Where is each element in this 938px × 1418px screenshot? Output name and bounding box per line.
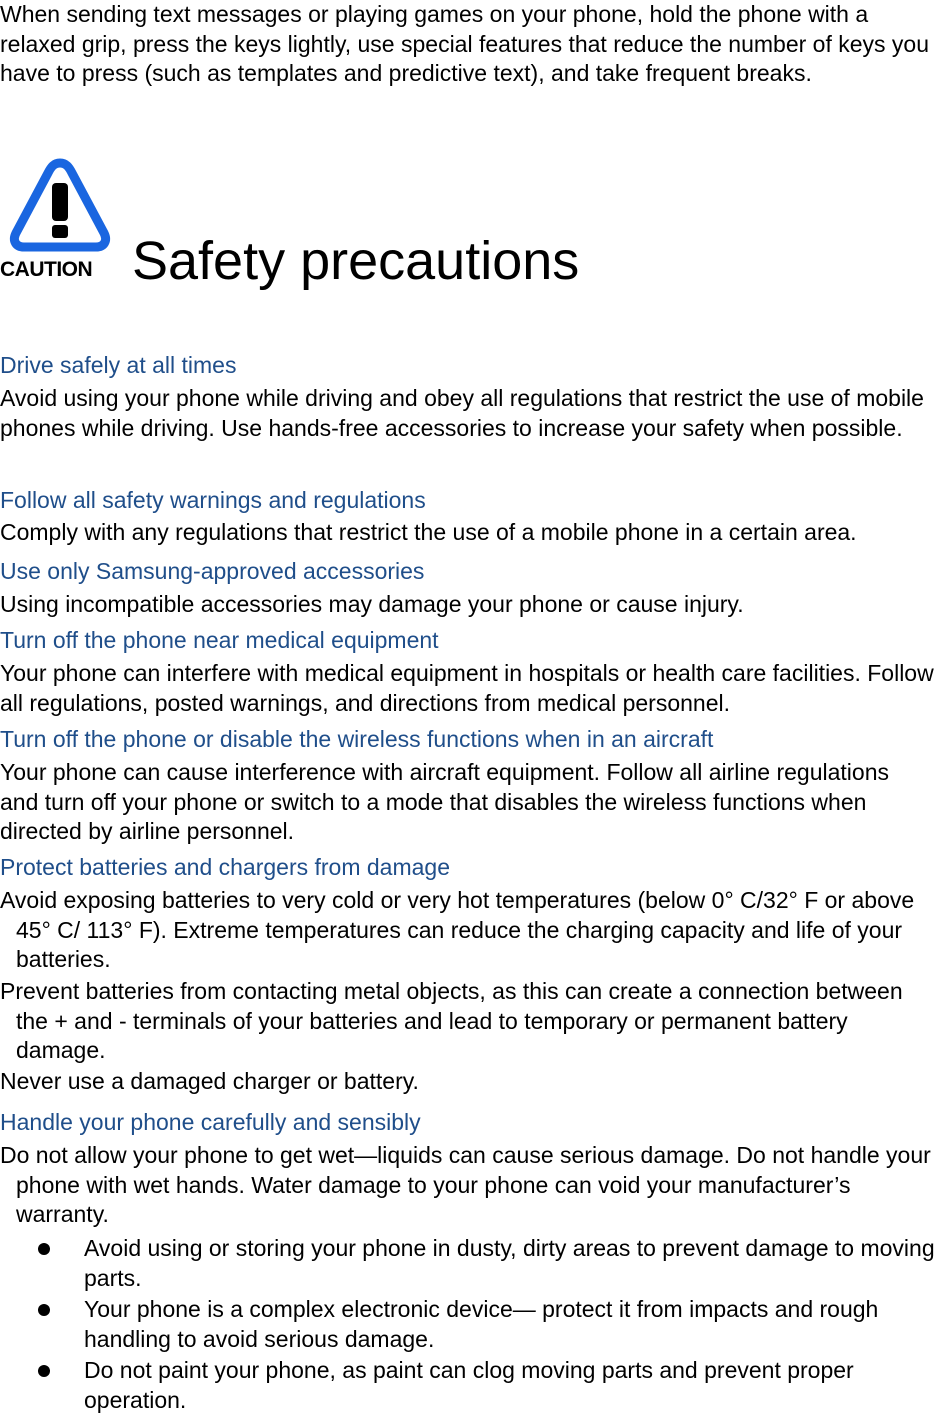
bullet-icon <box>38 1243 50 1255</box>
list-item-text: Avoid using or storing your phone in dusty, dirty areas to prevent damage to moving parts. <box>84 1235 935 1291</box>
list-item <box>0 1234 938 1293</box>
list-item-text: Your phone is a complex electronic device— protect it from impacts and rough handling to avoid serious damage. <box>84 1296 879 1352</box>
bullet-icon <box>38 1365 50 1377</box>
section-paragraph: Your phone can cause interference with aircraft equipment. Follow all airline regulations and turn off your phone or switch to a mode that disables the wireless functions when directed by airline personnel. <box>0 759 889 845</box>
section-heading-handle-carefully: Handle your phone carefully and sensibly <box>0 1109 421 1135</box>
list-item-text: Do not paint your phone, as paint can clog moving parts and prevent proper operation. <box>84 1357 854 1413</box>
section-paragraph: Prevent batteries from contacting metal objects, as this can create a connection between the + and - terminals of your batteries and lead to temporary or permanent battery damage. <box>0 978 903 1064</box>
section-heading-safety-warnings: Follow all safety warnings and regulations <box>0 487 426 513</box>
section-paragraph: Your phone can interfere with medical equipment in hospitals or health care facilities. Follow all regulations, posted warnings, and directions from medical personnel. <box>0 660 934 716</box>
section-heading-batteries: Protect batteries and chargers from damage <box>0 854 451 880</box>
list-item <box>0 1295 938 1354</box>
section-heading-aircraft: Turn off the phone or disable the wireless functions when in an aircraft <box>0 726 714 752</box>
section-heading-medical-equipment: Turn off the phone near medical equipment <box>0 627 439 653</box>
precautions-bullet-list <box>0 1234 938 1418</box>
page-title: Safety precautions <box>132 231 580 291</box>
section-paragraph: Comply with any regulations that restrict the use of a mobile phone in a certain area. <box>0 519 857 545</box>
list-item <box>0 1356 938 1415</box>
section-paragraph: Using incompatible accessories may damage your phone or cause injury. <box>0 591 744 617</box>
intro-paragraph: When sending text messages or playing games on your phone, hold the phone with a relaxed grip, press the keys lightly, use special features that reduce the number of keys you have to press (such as templates and predictive text), and take frequent breaks. <box>0 1 930 87</box>
section-paragraph: Avoid exposing batteries to very cold or very hot temperatures (below 0° C/32° F or above 45° C/ 113° F). Extreme temperatures can reduce the charging capacity and life of your batteries. <box>0 887 915 973</box>
caution-warning-icon <box>6 155 114 255</box>
caution-label: CAUTION <box>0 258 93 281</box>
section-paragraph: Do not allow your phone to get wet—liquids can cause serious damage. Do not handle your phone with wet hands. Water damage to your phone can void your manufacturer’s warranty. <box>0 1142 931 1228</box>
section-paragraph: Never use a damaged charger or battery. <box>0 1068 419 1094</box>
section-heading-drive-safely: Drive safely at all times <box>0 352 237 378</box>
bullet-icon <box>38 1304 50 1316</box>
section-paragraph: Avoid using your phone while driving and obey all regulations that restrict the use of mobile phones while driving. Use hands-free accessories to increase your safety when possible. <box>0 385 924 441</box>
section-heading-approved-accessories: Use only Samsung-approved accessories <box>0 558 425 584</box>
